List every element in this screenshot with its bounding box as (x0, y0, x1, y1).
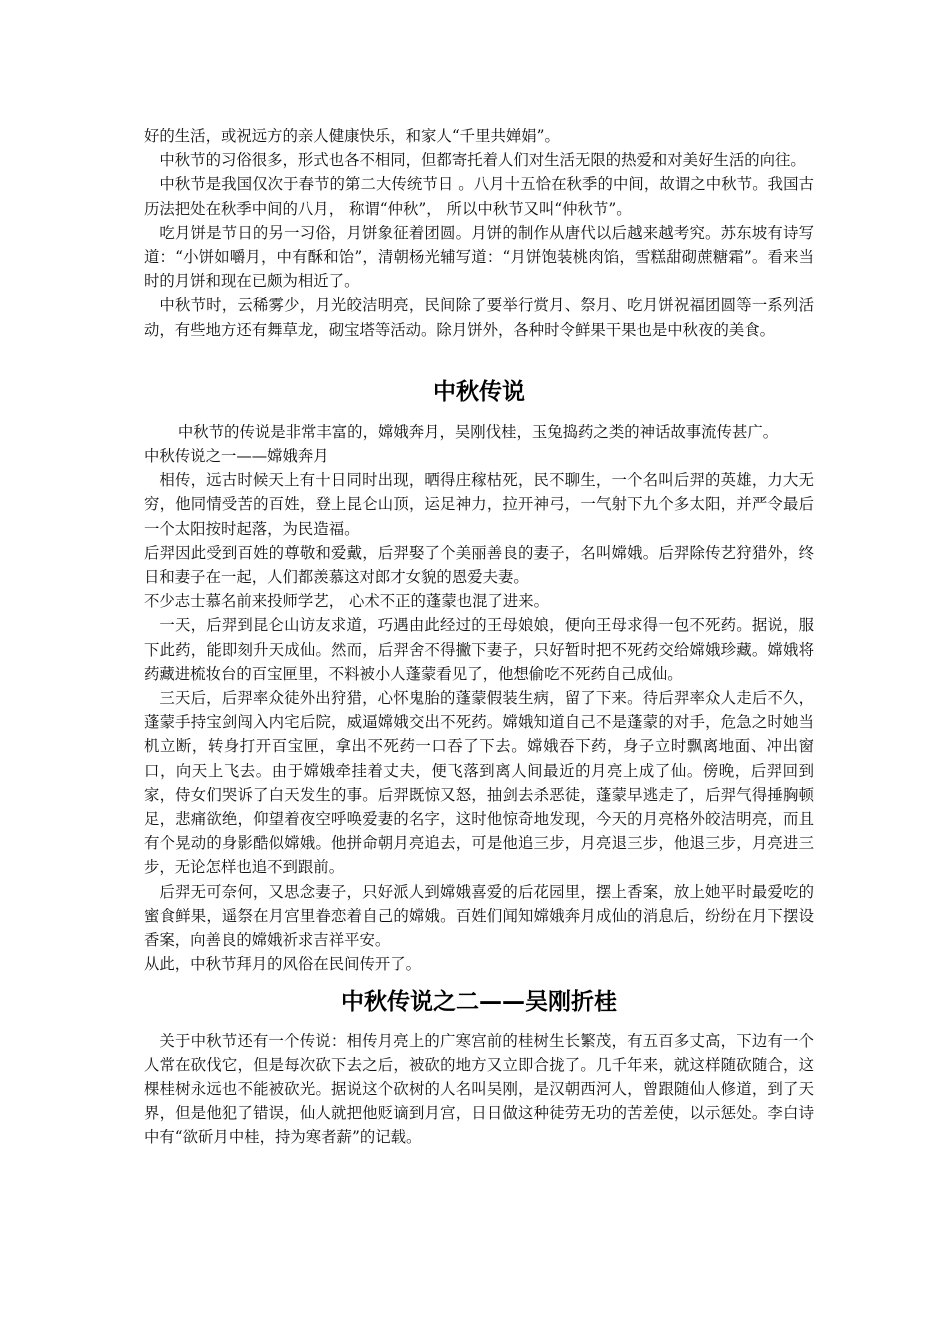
intro-section (144, 0, 814, 342)
legend-2-section (144, 1029, 814, 1150)
legend-1-paragraph-4: 一天，后羿到昆仑山访友求道，巧遇由此经过的王母娘娘，便向王母求得一包不死药。据说，服下此药，能即刻升天成仙。然而，后羿舍不得撇下妻子，只好暂时把不死药交给嫦娥珍藏。嫦娥将药藏进梳妆台的百宝匣里，不料被小人蓬蒙看见了，他想偷吃不死药自己成仙。 (144, 616, 814, 683)
legend-1-paragraph-6: 后羿无可奈何，又思念妻子，只好派人到嫦娥喜爱的后花园里，摆上香案，放上她平时最爱吃的蜜食鲜果，遥祭在月宫里眷恋着自己的嫦娥。百姓们闻知嫦娥奔月成仙的消息后，纷纷在月下摆设香案，向善良的嫦娥祈求吉祥平安。 (144, 882, 814, 950)
intro-paragraph-1: 好的生活，或祝远方的亲人健康快乐，和家人“千里共婵娟”。 (144, 127, 560, 145)
document-page (144, 0, 814, 1150)
legend-1-paragraph-7: 从此，中秋节拜月的风俗在民间传开了。 (144, 955, 422, 974)
legends-lead: 中秋节的传说是非常丰富的，嫦娥奔月，吴刚伐桂，玉兔捣药之类的神话故事流传甚广。 (177, 422, 779, 441)
legend-1-paragraph-3: 不少志士慕名前来投师学艺， 心术不正的蓬蒙也混了进来。 (144, 592, 550, 611)
intro-paragraph-5: 中秋节时，云稀雾少，月光皎洁明亮，民间除了要举行赏月、祭月、吃月饼祝福团圆等一系列活动，有些地方还有舞草龙，砌宝塔等活动。除月饼外，各种时令鲜果干果也是中秋夜的美食。 (144, 296, 814, 339)
intro-paragraph-3: 中秋节是我国仅次于春节的第二大传统节日 。八月十五恰在秋季的中间，故谓之中秋节。我国古历法把处在秋季中间的八月， 称谓“仲秋”， 所以中秋节又叫“仲秋节”。 (144, 175, 814, 218)
legend-1-paragraph-1: 相传，远古时候天上有十日同时出现，晒得庄稼枯死，民不聊生，一个名叫后羿的英雄，力大无穷，他同情受苦的百姓，登上昆仑山顶，运足神力，拉开神弓，一气射下九个多太阳，并严令最后一个太阳按时起落，为民造福。 (144, 471, 814, 538)
legend-2-paragraph-1: 关于中秋节还有一个传说：相传月亮上的广寒宫前的桂树生长繁茂，有五百多丈高，下边有一个人常在砍伐它，但是每次砍下去之后，被砍的地方又立即合拢了。几千年来，就这样随砍随合，这棵桂树永远也不能被砍光。据说这个砍树的人名叫吴刚，是汉朝西河人，曾跟随仙人修道，到了天界，但是他犯了错误，仙人就把他贬谪到月宫，日日做这种徒劳无功的苦差使，以示惩处。李白诗中有“欲斫月中桂，持为寒者薪”的记载。 (144, 1031, 814, 1147)
legends-section (144, 420, 814, 977)
legend-1-subtitle: 中秋传说之一——嫦娥奔月 (144, 447, 329, 466)
section-title-legends: 中秋传说 (433, 378, 525, 405)
section-title-legend-2: 中秋传说之二——吴刚折桂 (341, 988, 617, 1015)
intro-paragraph-2: 中秋节的习俗很多，形式也各不相同，但都寄托着人们对生活无限的热爱和对美好生活的向往。 (159, 151, 806, 170)
legend-1-paragraph-5: 三天后，后羿率众徒外出狩猎，心怀鬼胎的蓬蒙假装生病，留了下来。待后羿率众人走后不久，蓬蒙手持宝剑闯入内宅后院，威逼嫦娥交出不死药。嫦娥知道自己不是蓬蒙的对手，危急之时她当机立断，转身打开百宝匣，拿出不死药一口吞了下去。嫦娥吞下药，身子立时飘离地面、冲出窗口，向天上飞去。由于嫦娥牵挂着丈夫，便飞落到离人间最近的月亮上成了仙。傍晚，后羿回到家，侍女们哭诉了白天发生的事。后羿既惊又怒，抽剑去杀恶徒，蓬蒙早逃走了，后羿气得捶胸顿足，悲痛欲绝，仰望着夜空呼唤爱妻的名字，这时他惊奇地发现，今天的月亮格外皎洁明亮，而且有个晃动的身影酷似嫦娥。他拼命朝月亮追去，可是他追三步，月亮退三步，他退三步，月亮进三步，无论怎样也追不到跟前。 (144, 689, 814, 877)
legend-1-paragraph-2: 后羿因此受到百姓的尊敬和爱戴，后羿娶了个美丽善良的妻子，名叫嫦娥。后羿除传艺狩猎外，终日和妻子在一起，人们都羡慕这对郎才女貌的恩爱夫妻。 (144, 543, 814, 587)
intro-paragraph-4: 吃月饼是节日的另一习俗，月饼象征着团圆。月饼的制作从唐代以后越来越考究。苏东坡有诗写道：“小饼如嚼月，中有酥和饴”，清朝杨光辅写道：“月饼饱装桃肉馅，雪糕甜砌蔗糖霜”。看来当时的月饼和现在已颇为相近了。 (144, 223, 814, 291)
